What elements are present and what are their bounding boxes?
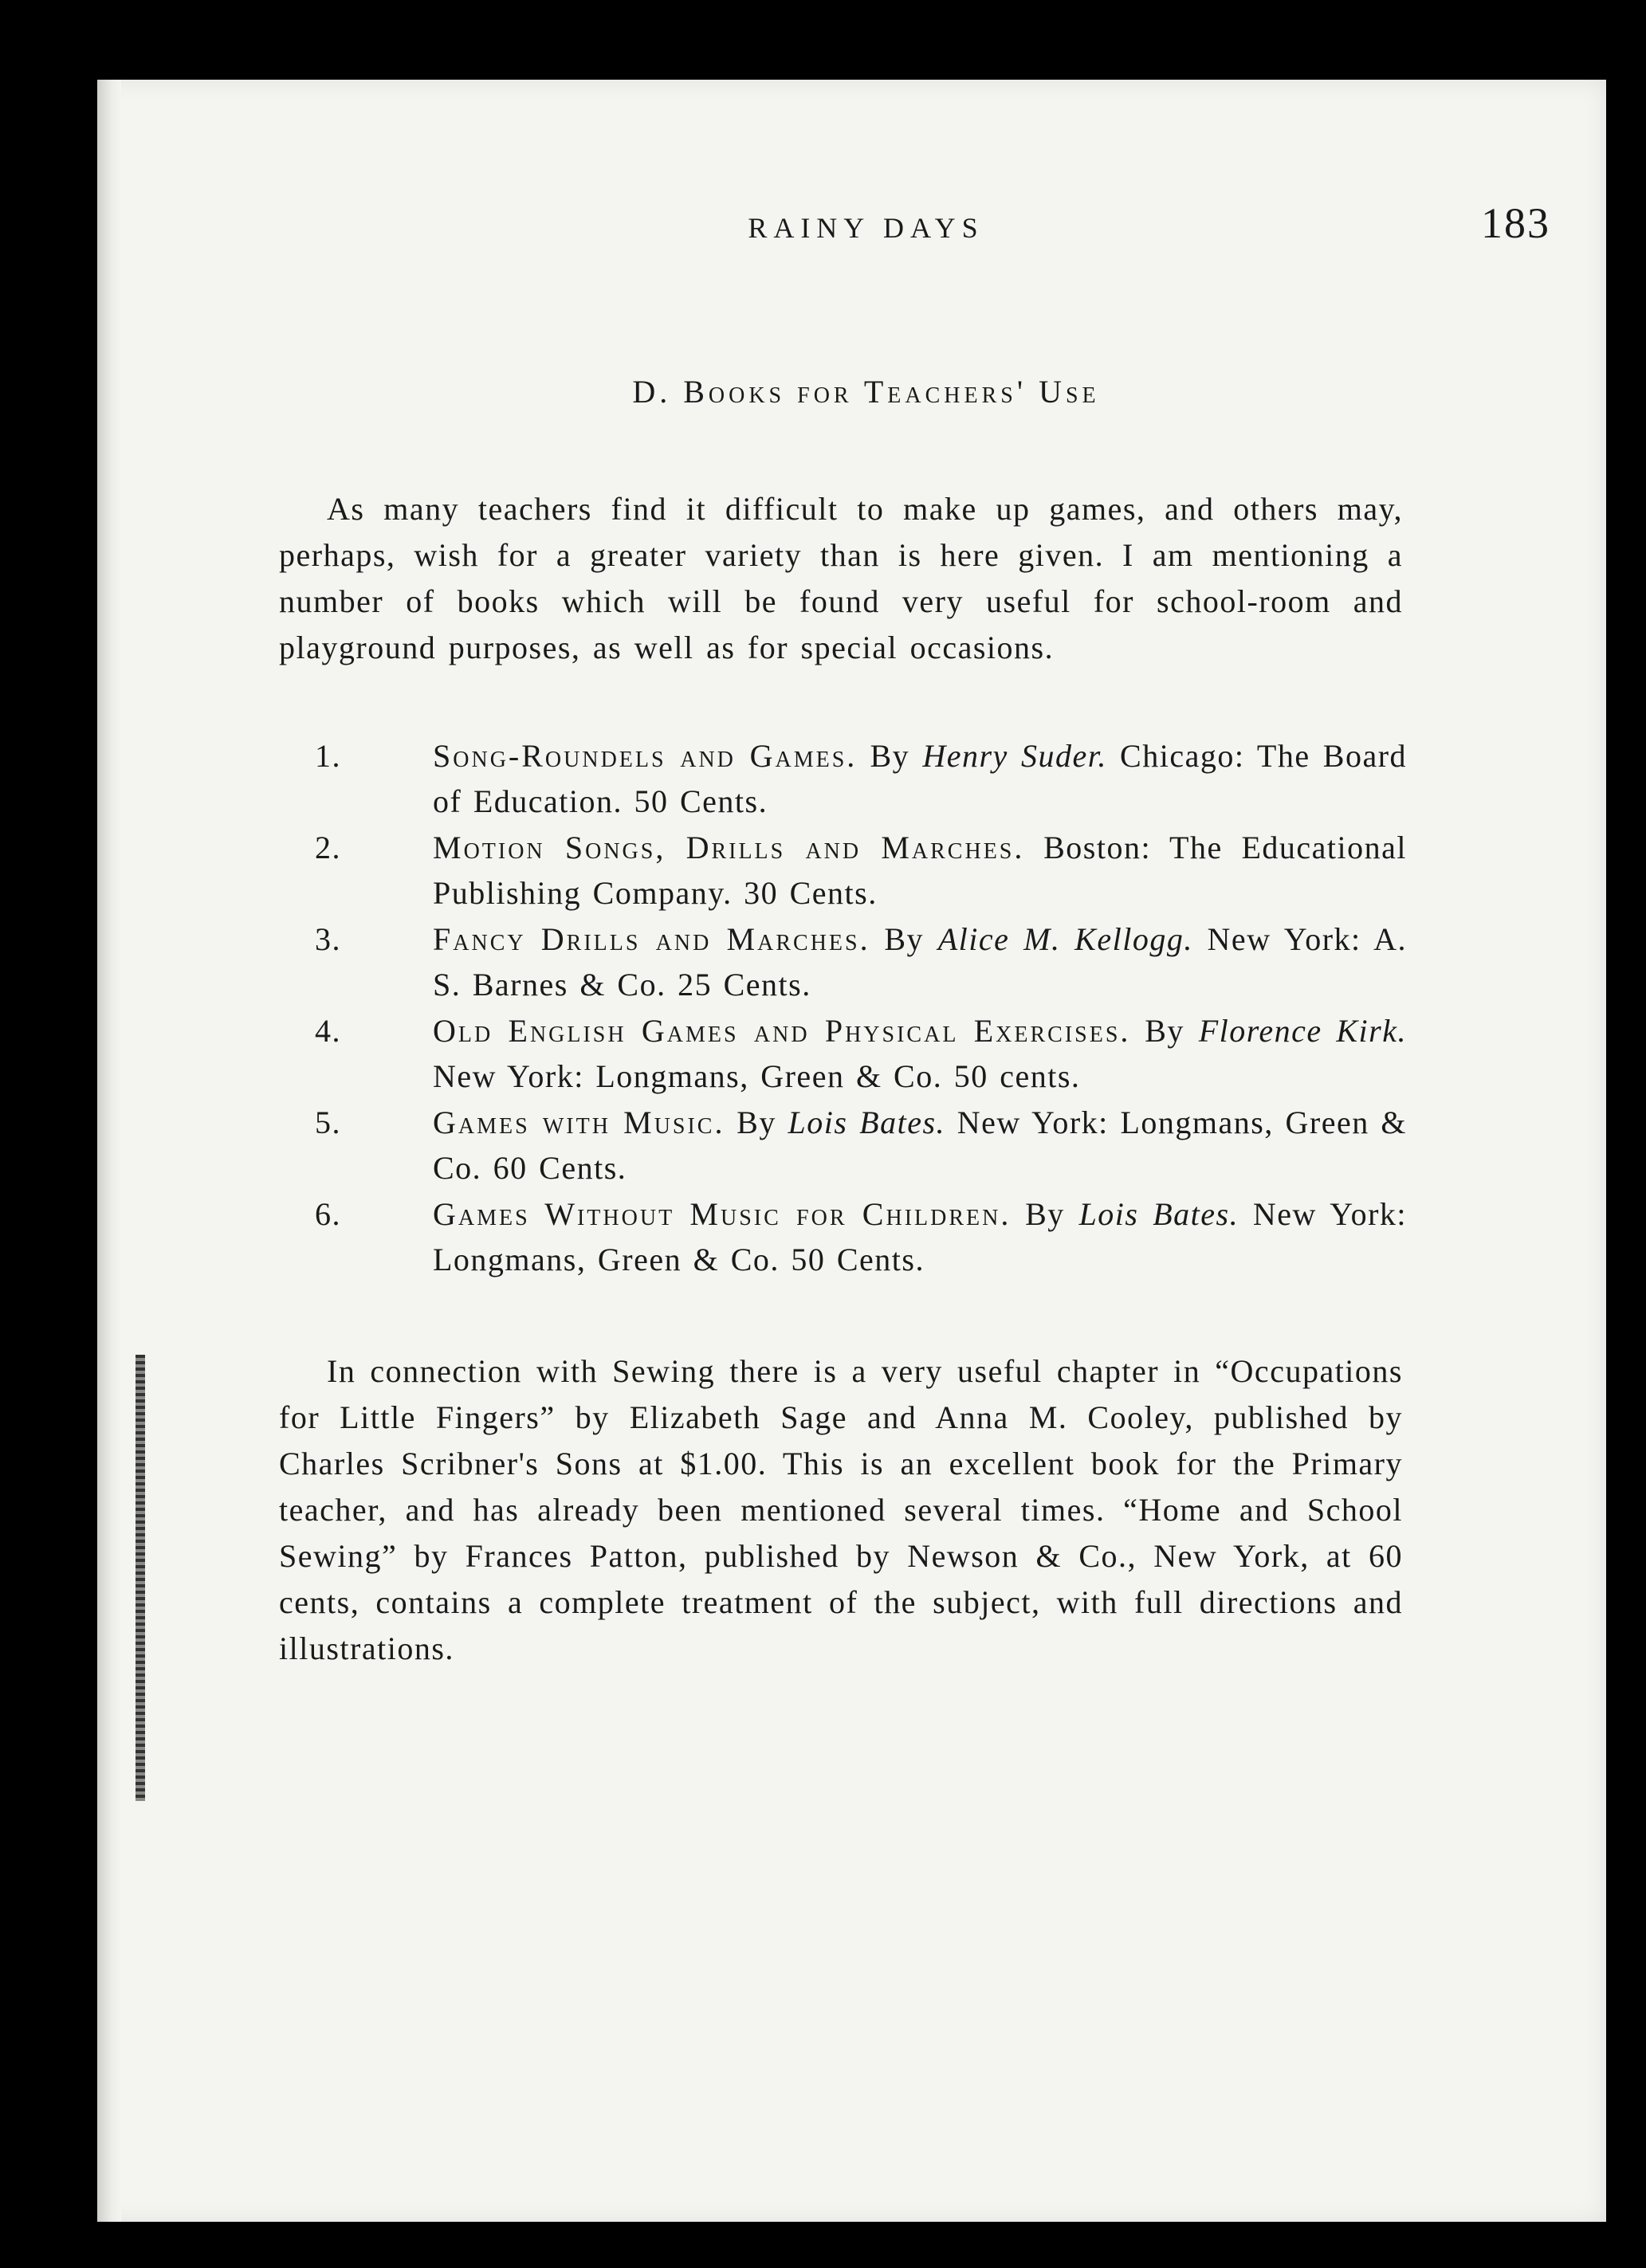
book-publisher: Boston: The Educational Publishing Company. 30 Cents. bbox=[433, 830, 1407, 911]
book-publisher: New York: Longmans, Green & Co. 50 Cents. bbox=[433, 1196, 1408, 1277]
book-publisher: New York: Longmans, Green & Co. 60 Cents. bbox=[433, 1105, 1408, 1186]
page-number: 183 bbox=[1481, 199, 1550, 247]
list-item bbox=[315, 825, 1407, 916]
running-head: RAINY DAYS bbox=[748, 212, 984, 244]
section-title: D. Books for Teachers' Use bbox=[632, 374, 1100, 410]
book-title: Old English Games and Physical Exercises. bbox=[433, 1013, 1131, 1049]
list-item bbox=[315, 1191, 1407, 1282]
book-title: Games Without Music for Children. bbox=[433, 1196, 1012, 1232]
book-author: Alice M. Kellogg. bbox=[937, 921, 1193, 957]
by-label: By bbox=[884, 921, 925, 957]
book-author: Lois Bates. bbox=[788, 1105, 946, 1140]
item-number: 3. bbox=[315, 921, 341, 957]
list-item bbox=[315, 1100, 1407, 1191]
page-header bbox=[182, 195, 1550, 251]
list-item bbox=[315, 733, 1407, 824]
item-number: 6. bbox=[315, 1196, 341, 1232]
closing-paragraph: In connection with Sewing there is a very useful chapter in “Occupations for Little Fingers” by Elizabeth Sage and Anna M. Cooley, published by Charles Scribner's Sons at $1.00. This is an excellent book for the Primary teacher, and has already been mentioned several times. “Home and School Sewing” by Frances Patton, published by Newson & Co., New York, at 60 cents, contains a complete treatment of the subject, with full directions and illustrations. bbox=[279, 1353, 1403, 1666]
book-author: Henry Suder. bbox=[922, 738, 1107, 774]
list-item bbox=[315, 1008, 1407, 1099]
book-publisher: New York: A. S. Barnes & Co. 25 Cents. bbox=[433, 921, 1408, 1003]
book-title: Song-Roundels and Games. bbox=[433, 738, 858, 774]
by-label: By bbox=[737, 1105, 776, 1140]
by-label: By bbox=[1145, 1013, 1184, 1049]
item-number: 4. bbox=[315, 1013, 341, 1049]
book-list bbox=[315, 733, 1407, 1283]
book-title: Motion Songs, Drills and Marches. bbox=[433, 830, 1025, 865]
item-number: 2. bbox=[315, 830, 341, 865]
by-label: By bbox=[870, 738, 910, 774]
binding-edge bbox=[97, 80, 121, 2222]
book-title: Games with Music. bbox=[433, 1105, 725, 1140]
book-author: Lois Bates. bbox=[1078, 1196, 1239, 1232]
by-label: By bbox=[1025, 1196, 1065, 1232]
spine-scan-mark bbox=[136, 1355, 145, 1801]
item-number: 1. bbox=[315, 738, 341, 774]
book-publisher: Chicago: The Board of Education. 50 Cents. bbox=[433, 738, 1408, 819]
list-item bbox=[315, 916, 1407, 1007]
book-author: Florence Kirk. bbox=[1198, 1013, 1407, 1049]
book-publisher: New York: Longmans, Green & Co. 50 cents. bbox=[433, 1058, 1081, 1094]
book-title: Fancy Drills and Marches. bbox=[433, 921, 870, 957]
intro-paragraph: As many teachers find it difficult to make up games, and others may, perhaps, wish for a greater variety than is here given. I am mentioning a number of books which will be found very useful for school-room and playground purposes, as well as for special occasions. bbox=[279, 491, 1403, 665]
item-number: 5. bbox=[315, 1105, 341, 1140]
